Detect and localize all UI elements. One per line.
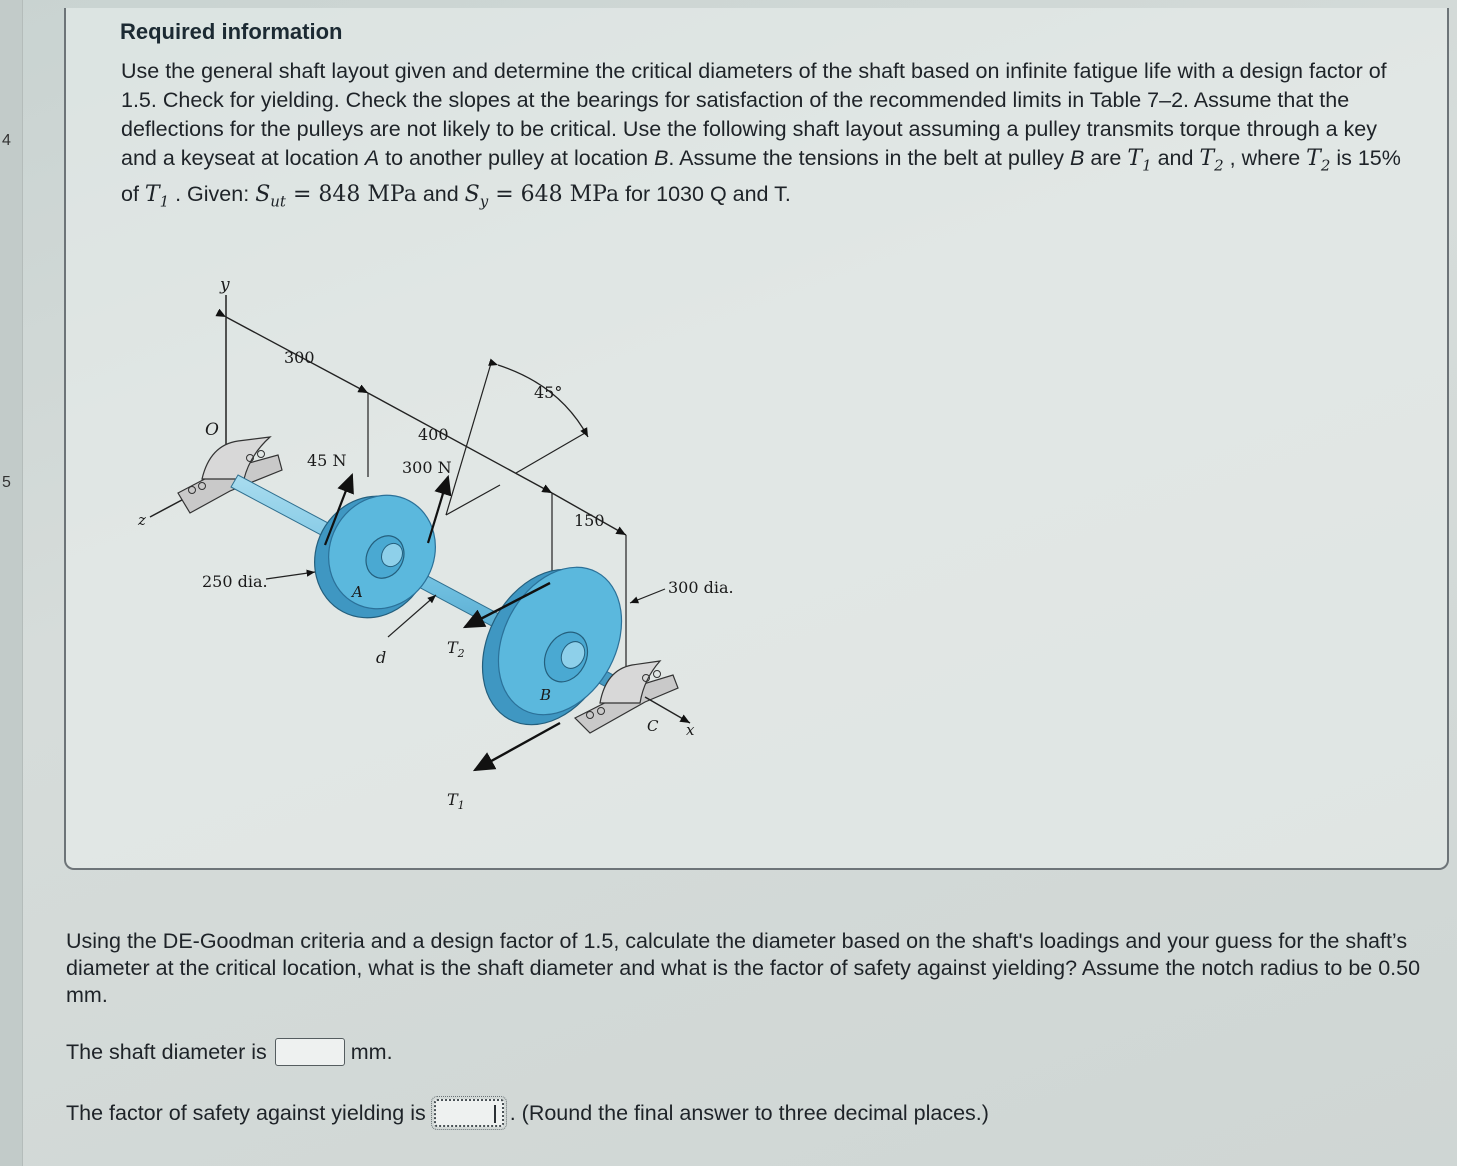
left-edge-strip	[0, 0, 23, 1166]
problem-text-2: to another pulley at location	[379, 146, 655, 170]
force-300n-label: 300 N	[402, 458, 452, 477]
problem-text-3: . Assume the tensions in the belt at pulley	[668, 146, 1070, 170]
problem-text-4: are	[1084, 146, 1128, 170]
sut-symbol: $S_{ut}$	[255, 182, 286, 211]
sy-value: = 648 MPa	[488, 182, 620, 208]
shaft-diameter-input[interactable]	[275, 1038, 345, 1066]
t1-symbol-2: $T_1$	[144, 182, 170, 211]
t2-symbol-2: $T_2$	[1306, 146, 1331, 175]
problem-text-8: . Given:	[169, 182, 256, 207]
origin-label: O	[205, 420, 219, 440]
pulley-b-label: B	[540, 686, 552, 704]
sy-symbol: $S_y$	[464, 182, 489, 211]
factor-of-safety-suffix: . (Round the final answer to three decimal places.)	[509, 1100, 989, 1125]
pulley-a	[293, 476, 455, 638]
z-axis-label: z	[138, 511, 146, 529]
problem-text-1: Use the general shaft layout given and determine the critical diameters of the shaft based on infinite fatigue life with a design factor of 1.5. Check for yielding. Check the slopes at the bearings for satisfaction of the recommended limits in Table 7–2. Assume that the deflections for the pulleys are not likely to be critical. Use the following shaft layout assuming a pulley transmits torque through a key and a keyseat at location	[121, 59, 1387, 170]
location-b-text: B	[654, 146, 669, 170]
problem-text-10: for 1030 Q and T.	[619, 182, 791, 207]
bearing-c-label: C	[647, 717, 659, 735]
problem-text-6: , where	[1223, 146, 1307, 170]
angle-ref-line	[446, 360, 492, 515]
y-axis-label: y	[220, 275, 230, 295]
dim-400-line	[368, 393, 552, 493]
force-45n-label: 45 N	[307, 451, 347, 470]
shaft-diameter-row	[66, 1038, 393, 1066]
x-axis-label: x	[686, 721, 695, 739]
strip-mark-1: 4	[2, 132, 11, 149]
angle-label: 45°	[534, 383, 563, 402]
location-a-text: A	[364, 146, 380, 170]
sut-value: = 848 MPa	[285, 182, 417, 208]
strip-mark-2: 5	[2, 474, 11, 491]
problem-statement	[121, 57, 1401, 217]
dim-150-label: 150	[574, 511, 605, 530]
question-text: Using the DE-Goodman criteria and a design factor of 1.5, calculate the diameter based on the shaft's loadings and your guess for the shaft’s diameter at the critical location, what is the shaft diameter and what is the factor of safety against yielding? Assume the notch radius to be 0.50 mm.	[66, 929, 1421, 1007]
problem-text-7: is 15% of	[121, 146, 1401, 207]
location-b-text-2: B	[1070, 146, 1085, 170]
t1-symbol: $T_1$	[1127, 146, 1152, 175]
text-caret	[494, 1105, 496, 1123]
shaft-layout-diagram	[120, 265, 760, 825]
dia-300-label: 300 dia.	[668, 578, 734, 597]
force-300n-arrow	[428, 477, 448, 543]
tension-t1-arrow	[475, 723, 560, 770]
shaft-diameter-prefix: The shaft diameter is	[66, 1039, 267, 1064]
tension-t1-label: $T_1$	[447, 790, 465, 812]
required-information-heading: Required information	[120, 19, 343, 44]
t2-symbol: $T_2$	[1199, 146, 1224, 175]
dim-400-label: 400	[418, 425, 449, 444]
factor-of-safety-prefix: The factor of safety against yielding is	[66, 1100, 426, 1125]
d-label: d	[376, 648, 387, 667]
tension-t2-label: $T_2$	[447, 638, 465, 660]
pulley-a-label: A	[352, 583, 363, 601]
dia-300-leader	[630, 589, 665, 603]
factor-of-safety-row	[66, 1099, 989, 1127]
factor-of-safety-input[interactable]	[434, 1099, 504, 1127]
dim-300-label: 300	[284, 348, 315, 367]
shaft-diameter-unit: mm.	[350, 1039, 393, 1064]
dia-250-leader	[266, 572, 315, 579]
angle-ref-line-2	[516, 433, 585, 473]
dia-250-label: 250 dia.	[202, 572, 268, 591]
problem-text-9: and	[416, 182, 465, 207]
problem-text-5: and	[1151, 146, 1200, 170]
